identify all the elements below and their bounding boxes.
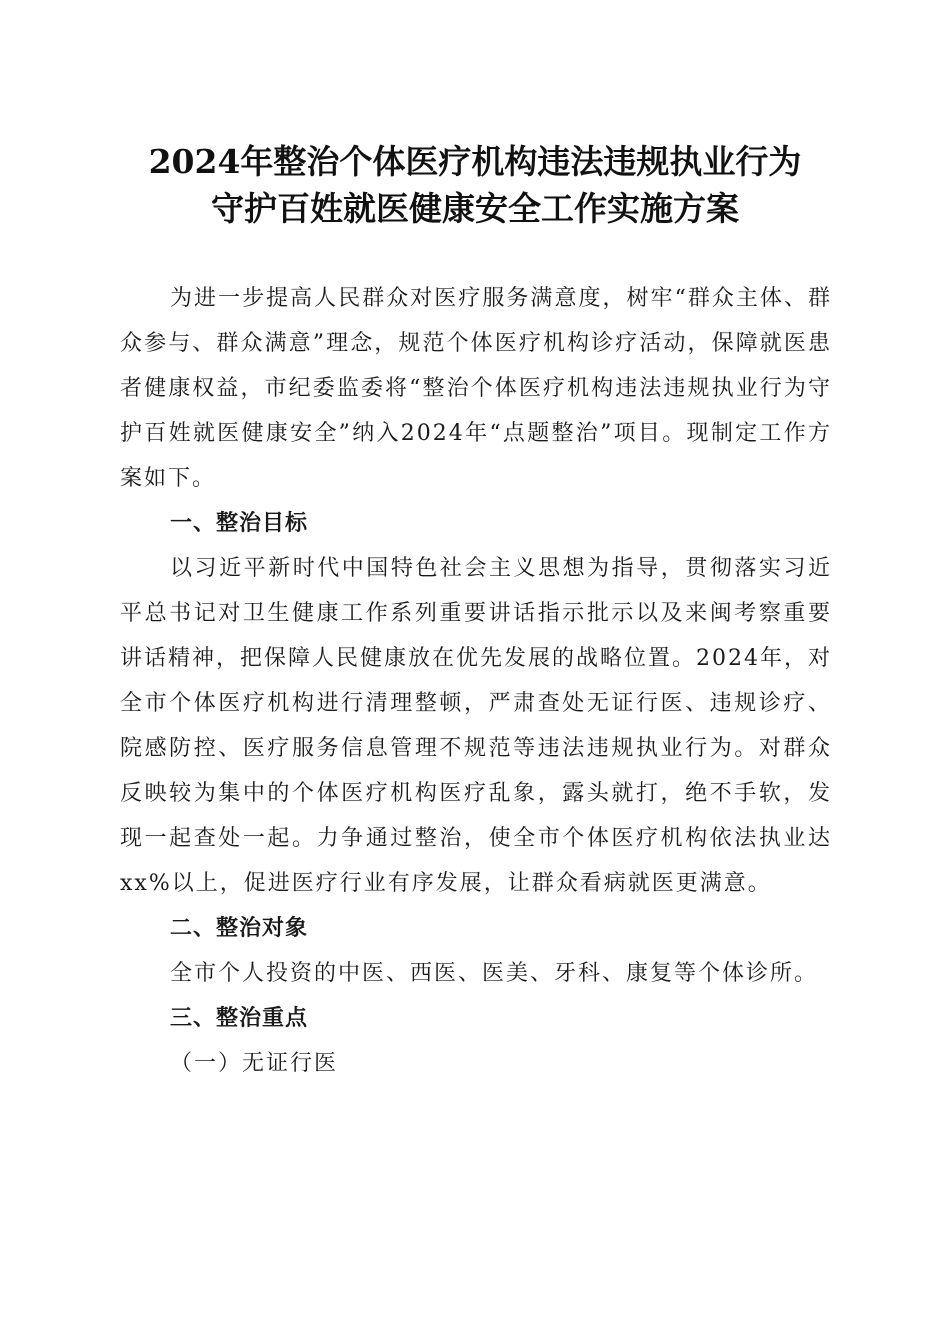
document-body bbox=[120, 276, 832, 1086]
section-heading-goals: 一、整治目标 bbox=[170, 511, 309, 536]
document-title-line-2: 守护百姓就医健康安全工作实施方案 bbox=[211, 189, 739, 228]
section-heading-focus: 三、整治重点 bbox=[170, 1006, 309, 1031]
subsection-heading-unlicensed-practice: （一）无证行医 bbox=[170, 1051, 339, 1076]
intro-paragraph: 为进一步提高人民群众对医疗服务满意度，树牢“群众主体、群众参与、群众满意”理念，规范个体医疗机构诊疗活动，保障就医患者健康权益，市纪委监委将“整治个体医疗机构违法违规执业行为守护百姓就医健康安全”纳入2024年“点题整治”项目。现制定工作方案如下。 bbox=[120, 286, 832, 491]
section-heading-targets: 二、整治对象 bbox=[170, 916, 309, 941]
document-title-line-1: 2024年整治个体医疗机构违法违规执业行为 bbox=[148, 142, 802, 181]
section-paragraph-goals: 以习近平新时代中国特色社会主义思想为指导，贯彻落实习近平总书记对卫生健康工作系列重要讲话指示批示以及来闽考察重要讲话精神，把保障人民健康放在优先发展的战略位置。2024年，对全市个体医疗机构进行清理整顿，严肃查处无证行医、违规诊疗、院感防控、医疗服务信息管理不规范等违法违规执业行为。对群众反映较为集中的个体医疗机构医疗乱象，露头就打，绝不手软，发现一起查处一起。力争通过整治，使全市个体医疗机构依法执业达xx%以上，促进医疗行业有序发展，让群众看病就医更满意。 bbox=[120, 556, 832, 896]
section-paragraph-targets: 全市个人投资的中医、西医、医美、牙科、康复等个体诊所。 bbox=[170, 961, 819, 986]
